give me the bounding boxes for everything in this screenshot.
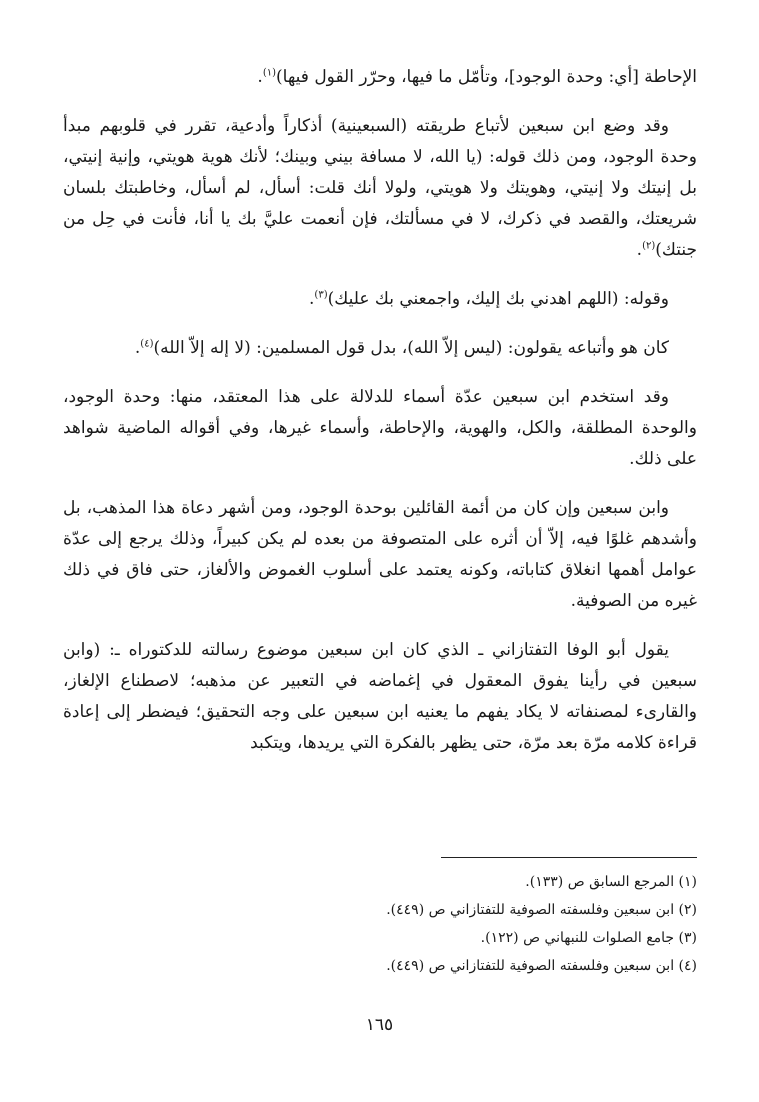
paragraph-end: .: [257, 67, 263, 87]
paragraph-text: وقد وضع ابن سبعين لأتباع طريقته (السبعينية) أذكاراً وأدعية، تقرر في قلوبهم مبدأ وحدة الوجود، ومن ذلك قوله: (يا الله، لا مسافة بيني وبينك؛ لأنك هوية هويتي، وإنية إنيتي، بل إنيتك ولا إنيتي، وهويتك ولا هويتي، ولولا أنك قلت: أسأل، لم أسأل، وخاطبتك بلسان شريعتك، والقصد في ذكرك، لا في مسألتك، فإن أنعمت عليَّ بك يا أنا، فأنت في حِل من جنتك): [63, 116, 697, 260]
paragraph-5: [63, 382, 697, 475]
paragraph-text: وابن سبعين وإن كان من أئمة القائلين بوحدة الوجود، ومن أشهر دعاة هذا المذهب، بل وأشدهم غلوًا فيه، إلاّ أن أثره على المتصوفة من بعده لم يكن كبيراً، وذلك يرجع إلى عدّة عوامل أهمها انغلاق كتاباته، وكونه يعتمد على أسلوب الغموض والألغاز، حتى فاق في ذلك غيره من الصوفية.: [63, 498, 697, 611]
footnotes: [63, 868, 697, 980]
paragraph-end: .: [309, 289, 315, 309]
footnote-ref: (١): [262, 67, 277, 79]
footnote-1: (١) المرجع السابق ص (١٣٣).: [525, 874, 697, 890]
footnote-divider: [441, 857, 697, 858]
page-number: ١٦٥: [365, 1015, 394, 1035]
paragraph-6: [63, 493, 697, 617]
footnote-ref: (٤): [140, 338, 154, 350]
footnote-3: (٣) جامع الصلوات للنبهاني ص (١٢٢).: [480, 930, 697, 946]
paragraph-3: [63, 284, 697, 315]
paragraph-4: [63, 333, 697, 364]
footnote-ref: (٢): [642, 240, 656, 252]
paragraph-2: [63, 111, 697, 266]
footnote-4: (٤) ابن سبعين وفلسفته الصوفية للتفتازاني ص (٤٤٩).: [386, 958, 697, 974]
paragraph-end: .: [134, 338, 141, 358]
footnote-2: (٢) ابن سبعين وفلسفته الصوفية للتفتازاني ص (٤٤٩).: [386, 902, 697, 918]
paragraph-end: .: [636, 240, 643, 260]
footnote-ref: (٣): [314, 289, 328, 301]
paragraph-text: يقول أبو الوفا التفتازاني ـ الذي كان ابن سبعين موضوع رسالته للدكتوراه ـ: (وابن سبعين في رأينا يفوق المعقول في إغماضه في التعبير عن مذهبه؛ لاصطناع الإلغاز، والقارىء لمصنفاته لا يكاد يفهم ما يعنيه ابن سبعين على وجه التحقيق؛ فيضطر إلى إعادة قراءة كلامه مرّة بعد مرّة، حتى يظهر بالفكرة التي يريدها، ويتكبد: [63, 640, 697, 753]
paragraph-text: وقوله: (اللهم اهدني بك إليك، واجمعني بك عليك): [327, 289, 669, 309]
main-text: [63, 62, 697, 777]
paragraph-7: [63, 635, 697, 759]
paragraph-text: كان هو وأتباعه يقولون: (ليس إلاّ الله)، بدل قول المسلمين: (لا إله إلاّ الله): [153, 338, 669, 358]
paragraph-text: وقد استخدم ابن سبعين عدّة أسماء للدلالة على هذا المعتقد، منها: وحدة الوجود، والوحدة المطلقة، والكل، والهوية، والإحاطة، وأسماء غيرها، وفي أقواله الماضية شواهد على ذلك.: [63, 387, 697, 469]
paragraph-1: [63, 62, 697, 93]
paragraph-text: الإحاطة [أي: وحدة الوجود]، وتأمّل ما فيها، وحرّر القول فيها): [276, 67, 697, 87]
